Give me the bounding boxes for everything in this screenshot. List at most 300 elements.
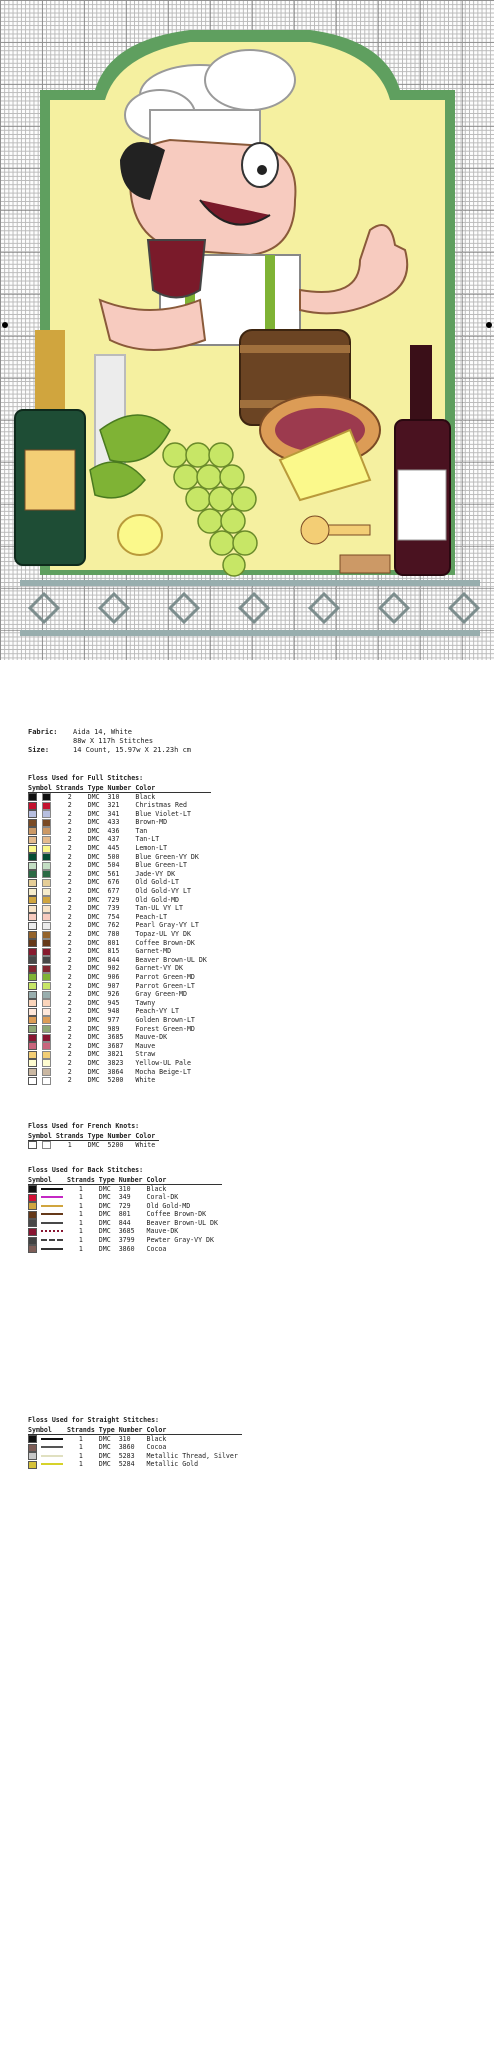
stitch-symbol — [42, 1042, 51, 1050]
cell-strands: 2 — [67, 869, 72, 878]
table-row — [28, 1444, 242, 1453]
cell-number: 906 — [107, 972, 120, 981]
table-row — [28, 862, 211, 871]
table-row — [28, 1452, 242, 1461]
cell-type: DMC — [87, 878, 100, 887]
cell-number: 3685 — [118, 1227, 135, 1236]
color-swatch — [28, 948, 37, 956]
cell-type: DMC — [87, 972, 100, 981]
table-row — [28, 819, 211, 828]
back-stitches-section — [28, 1166, 328, 1254]
cell-strands: 1 — [78, 1210, 83, 1219]
table-row — [28, 973, 211, 982]
cell-color: Garnet-MD — [135, 947, 172, 956]
cell-strands: 1 — [78, 1460, 83, 1469]
cell-color: Old Gold-LT — [135, 878, 180, 887]
table-row — [28, 991, 211, 1000]
table-row — [28, 948, 211, 957]
cell-strands: 2 — [67, 801, 72, 810]
stitch-symbol — [42, 836, 51, 844]
cell-number: 729 — [118, 1201, 131, 1210]
cell-strands: 1 — [78, 1236, 83, 1245]
color-swatch — [28, 1141, 37, 1149]
stitch-line-symbol — [41, 1446, 63, 1448]
cell-color: Mauve-DK — [146, 1227, 179, 1236]
table-row — [28, 939, 211, 948]
cell-color: Black — [146, 1184, 167, 1193]
cell-type: DMC — [98, 1184, 111, 1193]
color-swatch — [28, 1211, 37, 1219]
cell-color: Tan-UL VY LT — [135, 904, 183, 913]
cell-color: Pearl Gray-VY LT — [135, 921, 199, 930]
french-knots-rows — [28, 1141, 159, 1150]
table-header-row — [28, 784, 211, 793]
stitch-symbol — [42, 999, 51, 1007]
cell-strands: 2 — [67, 826, 72, 835]
color-swatch — [28, 896, 37, 904]
table-row — [28, 810, 211, 819]
cell-number: 3821 — [107, 1050, 124, 1059]
cell-type: DMC — [87, 955, 100, 964]
table-header-row — [28, 1132, 159, 1141]
cell-number: 321 — [107, 801, 120, 810]
cell-number: 5283 — [118, 1451, 135, 1460]
table-row — [28, 802, 211, 811]
cell-color: Beaver Brown-UL DK — [135, 955, 207, 964]
table-row — [28, 845, 211, 854]
cell-color: White — [135, 1140, 156, 1149]
cell-type: DMC — [87, 792, 100, 801]
cell-type: DMC — [98, 1244, 111, 1253]
cell-strands: 2 — [67, 887, 72, 896]
stitch-symbol — [42, 793, 51, 801]
cell-strands: 2 — [67, 955, 72, 964]
cell-strands: 2 — [67, 844, 72, 853]
color-swatch — [28, 810, 37, 818]
cell-number: 3685 — [107, 1033, 124, 1042]
col-strands: Strands — [56, 1132, 88, 1141]
color-swatch — [28, 1245, 37, 1253]
cell-strands: 2 — [67, 990, 72, 999]
cell-number: 815 — [107, 947, 120, 956]
color-swatch — [28, 991, 37, 999]
cross-stitch-chart — [0, 0, 494, 660]
cell-number: 902 — [107, 964, 120, 973]
color-swatch — [28, 931, 37, 939]
stitch-symbol — [42, 810, 51, 818]
stitch-symbol — [42, 913, 51, 921]
cell-type: DMC — [87, 930, 100, 938]
french-knots-table — [28, 1132, 159, 1150]
color-swatch — [28, 836, 37, 844]
cell-color: Straw — [135, 1050, 156, 1059]
table-row — [28, 1034, 211, 1043]
color-swatch — [28, 1068, 37, 1076]
cell-type: DMC — [87, 1024, 100, 1033]
cell-strands: 2 — [67, 1058, 72, 1067]
cell-number: 5284 — [118, 1460, 135, 1469]
cell-number: 762 — [107, 921, 120, 930]
stitch-symbol — [42, 922, 51, 930]
col-strands: Strands — [67, 1176, 99, 1185]
cell-number: 677 — [107, 887, 120, 896]
stitch-symbol — [42, 948, 51, 956]
stitch-line-symbol — [41, 1239, 63, 1241]
cell-number: 977 — [107, 1015, 120, 1024]
size-value: 14 Count, 15.97w X 21.23h cm — [73, 746, 192, 754]
cell-number: 926 — [107, 990, 120, 999]
color-swatch — [28, 870, 37, 878]
color-swatch — [28, 845, 37, 853]
cell-number: 437 — [107, 835, 120, 844]
cell-number: 945 — [107, 998, 120, 1007]
color-swatch — [28, 965, 37, 973]
cell-color: Forest Green-MD — [135, 1024, 195, 1033]
cell-number: 780 — [107, 930, 120, 938]
cell-color: Tan — [135, 826, 148, 835]
cell-color: Blue Violet-LT — [135, 809, 191, 818]
cell-type: DMC — [87, 921, 100, 930]
color-swatch — [28, 1228, 37, 1236]
cell-number: 310 — [118, 1434, 131, 1443]
col-strands: Strands — [67, 1426, 99, 1435]
cell-color: Beaver Brown-UL DK — [146, 1218, 218, 1227]
cell-color: Coral-DK — [146, 1193, 179, 1202]
color-swatch — [28, 802, 37, 810]
cell-strands: 2 — [67, 947, 72, 956]
cell-type: DMC — [87, 826, 100, 835]
stitch-line-symbol — [41, 1188, 63, 1190]
color-swatch — [28, 1025, 37, 1033]
cell-strands: 2 — [67, 1050, 72, 1059]
cell-strands: 2 — [67, 904, 72, 913]
straight-stitches-table — [28, 1426, 242, 1469]
cell-color: Old Gold-VY LT — [135, 887, 191, 896]
cell-strands: 2 — [67, 792, 72, 801]
stitch-line-symbol — [41, 1438, 63, 1440]
cell-strands: 2 — [67, 818, 72, 827]
cell-number: 310 — [107, 792, 120, 801]
cell-number: 3860 — [118, 1443, 135, 1452]
cell-color: Cocoa — [146, 1443, 167, 1452]
cell-type: DMC — [87, 1007, 100, 1016]
table-row — [28, 905, 211, 914]
stitch-symbol — [42, 965, 51, 973]
col-color: Color — [147, 1176, 222, 1185]
col-symbol: Symbol — [28, 1176, 67, 1185]
stitch-symbol — [42, 1034, 51, 1042]
color-swatch — [28, 956, 37, 964]
cell-number: 754 — [107, 912, 120, 921]
cell-number: 3864 — [107, 1067, 124, 1076]
cell-number: 5200 — [107, 1140, 124, 1149]
cell-color: Topaz-UL VY DK — [135, 930, 191, 938]
color-swatch — [28, 793, 37, 801]
cell-strands: 2 — [67, 1076, 72, 1085]
cell-number: 844 — [118, 1218, 131, 1227]
table-header-row — [28, 1176, 222, 1185]
color-swatch — [28, 1461, 37, 1469]
cell-number: 341 — [107, 809, 120, 818]
cell-color: Lemon-LT — [135, 844, 168, 853]
cell-number: 5200 — [107, 1076, 124, 1085]
color-swatch — [28, 913, 37, 921]
cell-color: Black — [135, 792, 156, 801]
cell-strands: 2 — [67, 852, 72, 861]
cell-strands: 2 — [67, 878, 72, 887]
color-swatch — [28, 1237, 37, 1245]
cell-type: DMC — [87, 938, 100, 947]
cell-type: DMC — [87, 1140, 100, 1149]
cell-strands: 2 — [67, 809, 72, 818]
cell-type: DMC — [87, 818, 100, 827]
color-swatch — [28, 973, 37, 981]
cell-type: DMC — [98, 1434, 111, 1443]
col-type: Type — [99, 1426, 119, 1435]
stitch-symbol — [42, 931, 51, 939]
stitch-line-symbol — [41, 1205, 63, 1207]
cell-strands: 1 — [67, 1140, 72, 1149]
chart-artwork — [0, 0, 494, 660]
cell-color: Parrot Green-LT — [135, 981, 195, 990]
stitch-symbol — [42, 879, 51, 887]
straight-stitches-rows — [28, 1435, 242, 1470]
color-swatch — [28, 1016, 37, 1024]
cell-type: DMC — [87, 947, 100, 956]
cell-color: Mocha Beige-LT — [135, 1067, 191, 1076]
cell-type: DMC — [98, 1218, 111, 1227]
color-swatch — [28, 999, 37, 1007]
cell-color: Gray Green-MD — [135, 990, 187, 999]
cell-type: DMC — [98, 1236, 111, 1245]
color-swatch — [28, 905, 37, 913]
full-stitches-table — [28, 784, 211, 1085]
cell-color: Yellow-UL Pale — [135, 1058, 191, 1067]
cell-strands: 1 — [78, 1218, 83, 1227]
cell-type: DMC — [87, 912, 100, 921]
cell-color: Tawny — [135, 998, 156, 1007]
stitch-symbol — [42, 819, 51, 827]
cell-strands: 1 — [78, 1227, 83, 1236]
cell-number: 500 — [107, 852, 120, 861]
fabric-info — [28, 728, 191, 755]
color-swatch — [28, 1042, 37, 1050]
cell-type: DMC — [87, 1058, 100, 1067]
cell-color: Pewter Gray-VY DK — [146, 1236, 215, 1245]
cell-color: White — [135, 1076, 156, 1085]
stitch-symbol — [42, 827, 51, 835]
stitch-line-symbol — [41, 1463, 63, 1465]
cell-type: DMC — [87, 809, 100, 818]
table-row — [28, 1237, 222, 1246]
cell-type: DMC — [98, 1193, 111, 1202]
stitch-symbol — [42, 853, 51, 861]
cell-type: DMC — [87, 852, 100, 861]
cell-type: DMC — [87, 964, 100, 973]
cell-number: 3860 — [118, 1244, 135, 1253]
cell-number: 907 — [107, 981, 120, 990]
cell-color: Black — [146, 1434, 167, 1443]
cell-strands: 2 — [67, 998, 72, 1007]
cell-type: DMC — [98, 1460, 111, 1469]
french-knots-title: Floss Used for French Knots: — [28, 1122, 140, 1130]
color-swatch — [28, 1059, 37, 1067]
stitch-line-symbol — [41, 1213, 63, 1215]
center-marker-right — [486, 322, 492, 328]
stitch-symbol — [42, 1016, 51, 1024]
cell-strands: 2 — [67, 1041, 72, 1050]
color-swatch — [28, 1051, 37, 1059]
cell-color: Mauve — [135, 1041, 156, 1050]
cell-type: DMC — [87, 895, 100, 904]
table-row — [28, 896, 211, 905]
stitch-symbol — [42, 1008, 51, 1016]
cell-number: 3799 — [118, 1236, 135, 1245]
cell-strands: 2 — [67, 938, 72, 947]
cell-strands: 2 — [67, 1033, 72, 1042]
cell-number: 948 — [107, 1007, 120, 1016]
cell-color: Coffee Brown-DK — [135, 938, 195, 947]
table-header-row — [28, 1426, 242, 1435]
stitch-symbol — [42, 888, 51, 896]
stitch-symbol — [42, 1141, 51, 1149]
col-number: Number — [119, 1426, 147, 1435]
color-swatch — [28, 1185, 37, 1193]
col-number: Number — [119, 1176, 147, 1185]
cell-type: DMC — [87, 1015, 100, 1024]
color-swatch — [28, 862, 37, 870]
color-swatch — [28, 922, 37, 930]
cell-strands: 1 — [78, 1244, 83, 1253]
color-swatch — [28, 1435, 37, 1443]
cell-color: Golden Brown-LT — [135, 1015, 195, 1024]
stitch-symbol — [42, 896, 51, 904]
french-knots-section — [28, 1122, 328, 1150]
cell-color: Peach-LT — [135, 912, 168, 921]
table-row — [28, 1194, 222, 1203]
col-number: Number — [108, 784, 136, 793]
cell-number: 445 — [107, 844, 120, 853]
cell-type: DMC — [98, 1443, 111, 1452]
cell-color: Old Gold-MD — [146, 1201, 191, 1210]
stitch-line-symbol — [41, 1455, 63, 1457]
stitch-symbol — [42, 982, 51, 990]
cell-type: DMC — [87, 844, 100, 853]
cell-type: DMC — [98, 1451, 111, 1460]
cell-strands: 2 — [67, 912, 72, 921]
cell-type: DMC — [87, 1041, 100, 1050]
col-symbol: Symbol — [28, 1426, 67, 1435]
cell-color: Christmas Red — [135, 801, 187, 810]
border-band-bottom — [20, 630, 480, 636]
table-row — [28, 1141, 159, 1150]
cell-number: 3687 — [107, 1041, 124, 1050]
cell-type: DMC — [87, 1076, 100, 1085]
cell-strands: 1 — [78, 1193, 83, 1202]
cell-strands: 2 — [67, 981, 72, 990]
stitch-symbol — [42, 991, 51, 999]
cell-type: DMC — [87, 887, 100, 896]
cell-number: 989 — [107, 1024, 120, 1033]
cell-number: 436 — [107, 826, 120, 835]
color-swatch — [28, 1008, 37, 1016]
stitch-symbol — [42, 905, 51, 913]
table-row — [28, 956, 211, 965]
cell-type: DMC — [87, 801, 100, 810]
stitch-symbol — [42, 1068, 51, 1076]
cell-number: 801 — [118, 1210, 131, 1219]
back-stitches-rows — [28, 1185, 222, 1254]
cell-type: DMC — [87, 998, 100, 1007]
table-row — [28, 1077, 211, 1086]
stitch-symbol — [42, 956, 51, 964]
stitch-symbol — [42, 862, 51, 870]
cell-color: Tan-LT — [135, 835, 160, 844]
color-swatch — [28, 888, 37, 896]
stitch-line-symbol — [41, 1248, 63, 1250]
cell-color: Blue Green-LT — [135, 861, 187, 870]
stitch-symbol — [42, 1051, 51, 1059]
stitch-symbol — [42, 802, 51, 810]
cell-color: Parrot Green-MD — [135, 972, 195, 981]
color-swatch — [28, 1452, 37, 1460]
color-swatch — [28, 1034, 37, 1042]
cell-number: 433 — [107, 818, 120, 827]
cell-number: 844 — [107, 955, 120, 964]
cell-type: DMC — [87, 904, 100, 913]
cell-color: Metallic Thread, Silver — [146, 1451, 238, 1460]
color-swatch — [28, 1202, 37, 1210]
straight-stitches-section — [28, 1416, 328, 1469]
cell-number: 561 — [107, 869, 120, 878]
cell-strands: 1 — [78, 1434, 83, 1443]
table-row — [28, 1059, 211, 1068]
cell-type: DMC — [98, 1210, 111, 1219]
color-swatch — [28, 819, 37, 827]
col-type: Type — [99, 1176, 119, 1185]
col-strands: Strands — [56, 784, 88, 793]
cell-number: 729 — [107, 895, 120, 904]
cell-type: DMC — [98, 1227, 111, 1236]
center-marker-left — [2, 322, 8, 328]
col-number: Number — [108, 1132, 136, 1141]
table-row — [28, 1461, 242, 1470]
cell-color: Coffee Brown-DK — [146, 1210, 207, 1219]
cell-strands: 2 — [67, 972, 72, 981]
cell-color: Blue Green-VY DK — [135, 852, 199, 861]
color-swatch — [28, 1077, 37, 1085]
color-swatch — [28, 1444, 37, 1452]
cell-type: DMC — [87, 1067, 100, 1076]
cell-strands: 2 — [67, 1024, 72, 1033]
cell-strands: 2 — [67, 930, 72, 938]
cell-strands: 1 — [78, 1184, 83, 1193]
stitch-count: 88w X 117h Stitches — [73, 737, 154, 745]
color-swatch — [28, 827, 37, 835]
back-stitches-title: Floss Used for Back Stitches: — [28, 1166, 144, 1174]
cell-number: 504 — [107, 861, 120, 870]
cell-strands: 2 — [67, 921, 72, 930]
cell-number: 801 — [107, 938, 120, 947]
col-type: Type — [88, 1132, 108, 1141]
cell-type: DMC — [98, 1201, 111, 1210]
cell-strands: 2 — [67, 1067, 72, 1076]
cell-color: Metallic Gold — [146, 1460, 199, 1469]
lemon — [118, 515, 162, 555]
color-swatch — [28, 1194, 37, 1202]
cell-type: DMC — [87, 981, 100, 990]
cell-color: Garnet-VY DK — [135, 964, 183, 973]
